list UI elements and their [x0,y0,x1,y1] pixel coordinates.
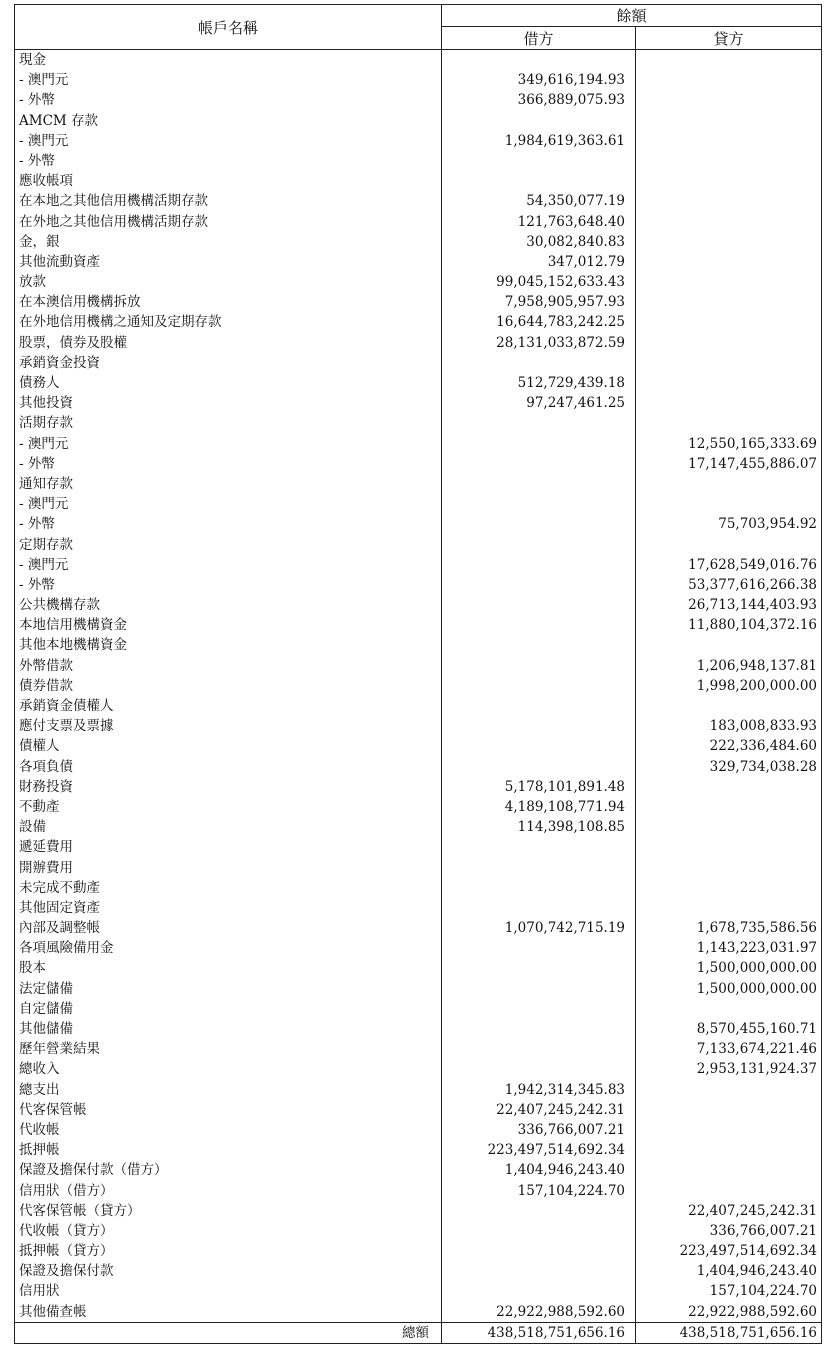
credit-amount: 26,713,144,403.93 [688,597,817,614]
account-name: 不動產 [19,798,60,815]
table-row [15,797,821,817]
debit-amount: 223,497,514,692.34 [487,1142,625,1159]
table-row [15,373,821,393]
account-name: 通知存款 [19,475,73,492]
account-name: 外幣借款 [19,657,73,674]
table-row [15,1120,821,1140]
table-row [15,151,821,171]
account-name: 總收入 [19,1061,60,1078]
account-name: 定期存款 [19,536,73,553]
table-row [15,252,821,272]
debit-amount: 7,958,905,957.93 [504,294,625,311]
debit-amount: 1,404,946,243.40 [504,1162,625,1179]
account-name: - 外幣 [19,92,55,109]
credit-amount: 223,497,514,692.34 [679,1243,817,1260]
account-name: 應付支票及票據 [19,718,114,735]
table-row [15,757,821,777]
total-label: 總額 [402,1324,429,1341]
account-name: - 澳門元 [19,72,69,89]
account-name: 法定儲備 [19,980,73,997]
account-name: 在本澳信用機構拆放 [19,294,141,311]
debit-amount: 30,082,840.83 [526,233,625,250]
credit-amount: 336,766,007.21 [709,1222,817,1239]
account-name: AMCM 存款 [19,112,99,129]
table-row [15,736,821,756]
table-row [15,1201,821,1221]
table-row [15,958,821,978]
credit-amount: 157,104,224.70 [709,1283,817,1300]
account-name-header: 帳戶名稱 [15,5,442,49]
account-name: 在外地信用機構之通知及定期存款 [19,314,222,331]
debit-amount: 1,070,742,715.19 [504,920,625,937]
table-row [15,898,821,918]
table-row [15,635,821,655]
credit-amount: 11,880,104,372.16 [688,617,817,634]
table-row [15,1080,821,1100]
account-name: 自定儲備 [19,1000,73,1017]
table-row [15,575,821,595]
debit-amount: 512,729,439.18 [517,375,625,391]
account-name: 歷年營業結果 [19,1041,100,1058]
account-name: 財務投資 [19,778,73,795]
account-name: - 澳門元 [19,496,69,513]
account-name: 現金 [19,52,46,68]
debit-amount: 366,889,075.93 [517,92,625,109]
balance-header: 餘額 [442,5,821,27]
table-row [15,50,821,70]
account-name: 其他投資 [19,395,73,412]
account-name: 設備 [19,819,46,836]
account-name: - 澳門元 [19,435,69,452]
debit-amount: 97,247,461.25 [526,395,625,412]
table-row [15,777,821,797]
credit-amount: 1,404,946,243.40 [696,1263,817,1280]
account-name: 股票，債券及股權 [19,334,127,351]
table-row [15,353,821,373]
table-row [15,1281,821,1301]
debit-amount: 157,104,224.70 [517,1182,625,1199]
table-row [15,413,821,433]
table-row [15,858,821,878]
account-name: 其他流動資產 [19,253,100,270]
credit-amount: 8,570,455,160.71 [696,1021,817,1037]
account-name: 其他本地機構資金 [19,637,127,654]
account-name: - 外幣 [19,516,55,533]
table-row [15,535,821,555]
table-row [15,312,821,332]
table-row [15,918,821,938]
total-credit: 438,518,751,656.16 [679,1324,817,1341]
debit-amount: 336,766,007.21 [517,1121,625,1138]
table-row [15,595,821,615]
account-name: 股本 [19,960,46,977]
credit-amount: 1,500,000,000.00 [696,960,817,977]
account-name: 其他備查帳 [19,1303,87,1320]
table-row [15,1261,821,1281]
table-row [15,615,821,635]
table-row [15,1059,821,1079]
debit-amount: 22,922,988,592.60 [496,1303,625,1320]
account-name: - 澳門元 [19,556,69,573]
account-name: - 外幣 [19,576,55,593]
table-row [15,938,821,958]
table-row [15,494,821,514]
table-row [15,292,821,312]
account-name: 保證及擔保付款（借方） [19,1162,168,1179]
debit-amount: 22,407,245,242.31 [496,1101,625,1118]
account-name: 信用狀（借方） [19,1182,114,1199]
account-name: 保證及擔保付款 [19,1263,114,1280]
account-name: 代客保管帳（貸方） [19,1202,141,1219]
debit-header: 借方 [442,27,636,49]
debit-amount: 5,178,101,891.48 [504,778,625,795]
account-name: 在本地之其他信用機構活期存款 [19,193,208,210]
credit-amount: 17,628,549,016.76 [688,556,817,573]
account-name: - 外幣 [19,152,55,169]
table-row [15,1140,821,1160]
table-row [15,979,821,999]
debit-amount: 54,350,077.19 [526,193,625,210]
table-row [15,1181,821,1201]
credit-amount: 12,550,165,333.69 [688,435,817,452]
account-name: - 外幣 [19,455,55,472]
table-row [15,696,821,716]
credit-amount: 1,678,735,586.56 [696,920,817,937]
debit-amount: 114,398,108.85 [517,819,625,836]
account-name: 其他儲備 [19,1021,73,1037]
debit-amount: 347,012.79 [547,253,625,270]
account-name: 開辦費用 [19,859,73,876]
table-row [15,474,821,494]
table-row [15,514,821,534]
table-row [15,70,821,90]
table-row [15,131,821,151]
account-name: 債務人 [19,375,60,391]
table-row [15,454,821,474]
table-row [15,111,821,131]
table-row [15,656,821,676]
table-row [15,434,821,454]
table-row [15,1100,821,1120]
credit-amount: 22,407,245,242.31 [688,1202,817,1219]
account-name: - 澳門元 [19,132,69,149]
table-body [15,50,821,1322]
account-name: 承銷資金投資 [19,354,100,371]
credit-amount: 1,500,000,000.00 [696,980,817,997]
table-row [15,837,821,857]
table-row [15,555,821,575]
credit-header: 貸方 [713,29,744,48]
credit-amount: 183,008,833.93 [709,718,817,735]
table-row [15,191,821,211]
account-name: 在外地之其他信用機構活期存款 [19,213,208,230]
table-row [15,716,821,736]
account-name: 應收帳項 [19,173,73,190]
account-name: 總支出 [19,1081,60,1098]
table-row [15,272,821,292]
table-row [15,1160,821,1180]
account-name: 遞延費用 [19,839,73,856]
table-row [15,999,821,1019]
table-row [15,817,821,837]
credit-amount: 1,206,948,137.81 [696,657,817,674]
debit-amount: 1,984,619,363.61 [504,132,625,149]
account-name: 金，銀 [19,233,60,250]
account-name: 承銷資金債權人 [19,698,114,714]
account-name: 代收帳 [19,1121,60,1138]
account-name: 抵押帳（貸方） [19,1243,114,1260]
debit-amount: 99,045,152,633.43 [496,274,625,291]
account-name: 未完成不動產 [19,879,100,896]
account-name: 債券借款 [19,677,73,694]
account-name: 放款 [19,274,46,291]
account-name: 各項風險備用金 [19,940,114,957]
table-row [15,232,821,252]
credit-amount: 222,336,484.60 [709,738,817,755]
debit-amount: 4,189,108,771.94 [504,798,625,815]
debit-amount: 349,616,194.93 [517,72,625,89]
account-name: 內部及調整帳 [19,920,100,937]
credit-amount: 22,922,988,592.60 [688,1303,817,1320]
debit-amount: 28,131,033,872.59 [496,334,625,351]
table-row [15,878,821,898]
credit-amount: 53,377,616,266.38 [688,576,817,593]
account-name: 各項負債 [19,758,73,775]
account-name: 活期存款 [19,415,73,432]
total-debit: 438,518,751,656.16 [487,1324,625,1341]
table-row [15,676,821,696]
credit-amount: 1,143,223,031.97 [696,940,817,957]
table-row [15,333,821,353]
total-row [15,1322,821,1343]
table-row [15,1019,821,1039]
account-name: 本地信用機構資金 [19,617,127,634]
account-name: 代收帳（貸方） [19,1222,114,1239]
debit-amount: 121,763,648.40 [517,213,625,230]
credit-amount: 17,147,455,886.07 [688,455,817,472]
account-name: 其他固定資產 [19,899,100,916]
credit-amount: 2,953,131,924.37 [696,1061,817,1078]
balance-sheet-table [14,4,822,1344]
table-row [15,1221,821,1241]
table-row [15,393,821,413]
account-name: 抵押帳 [19,1142,60,1159]
table-row [15,1039,821,1059]
debit-amount: 1,942,314,345.83 [504,1081,625,1098]
table-row [15,1302,821,1322]
debit-amount: 16,644,783,242.25 [496,314,625,331]
account-name: 債權人 [19,738,60,755]
credit-amount: 7,133,674,221.46 [696,1041,817,1058]
table-row [15,90,821,110]
account-name: 信用狀 [19,1283,60,1300]
account-name: 代客保管帳 [19,1101,87,1118]
table-row [15,212,821,232]
credit-amount: 1,998,200,000.00 [696,677,817,694]
table-row [15,1241,821,1261]
account-name: 公共機構存款 [19,597,100,614]
table-row [15,171,821,191]
credit-amount: 75,703,954.92 [718,516,817,533]
table-header [15,5,821,50]
credit-amount: 329,734,038.28 [709,758,817,775]
